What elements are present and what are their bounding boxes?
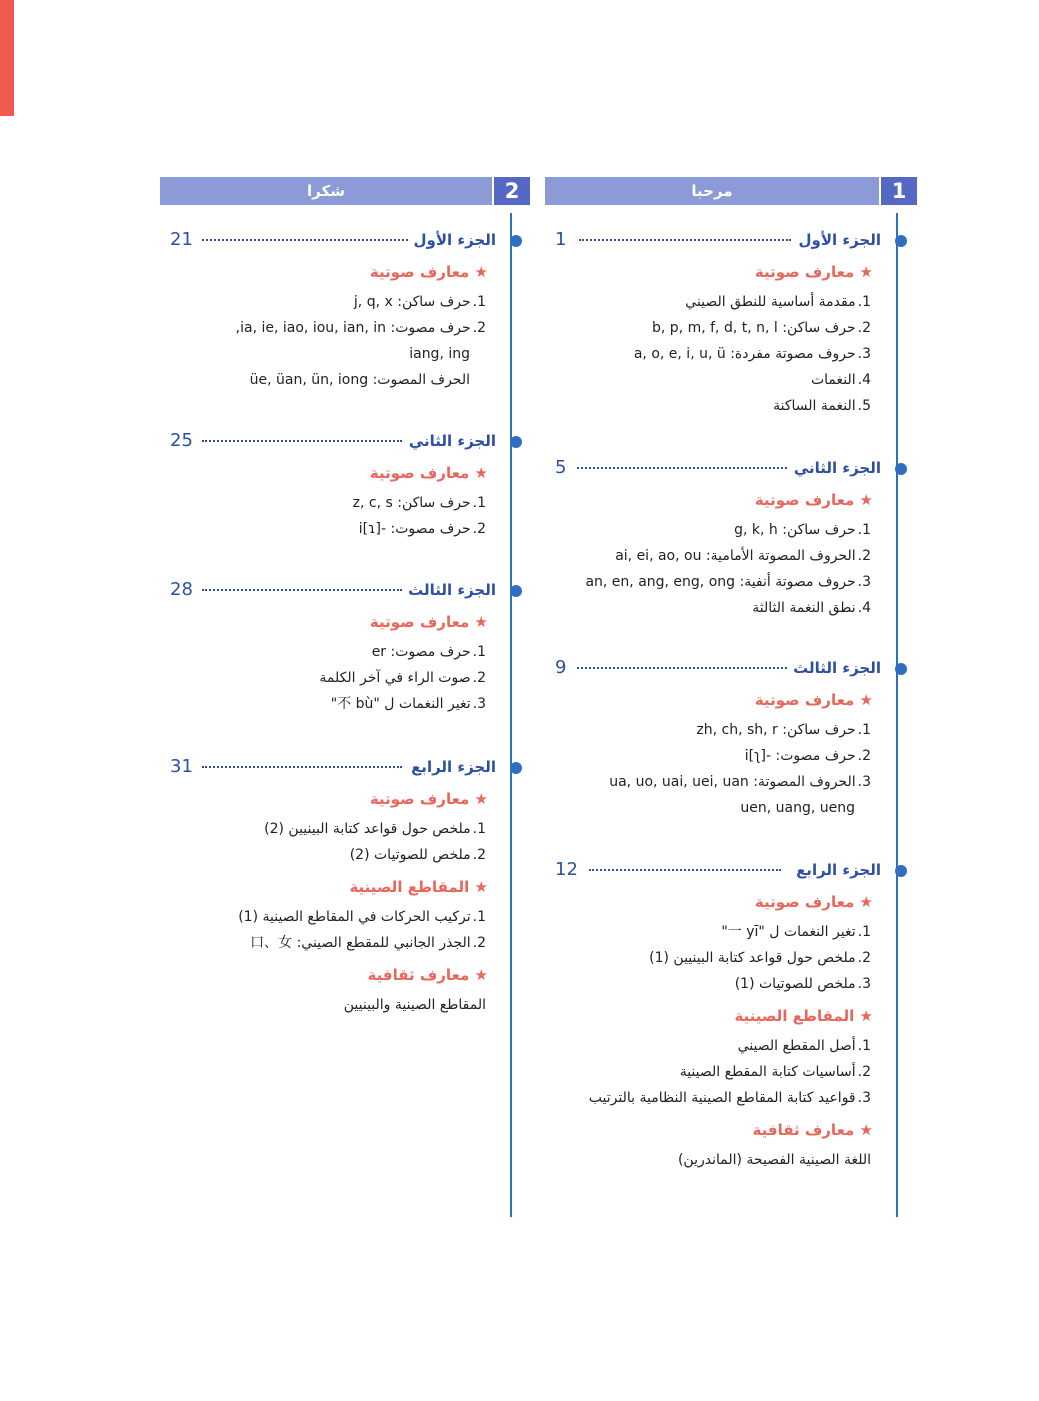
- list-item: 1.تغير النغمات ل "一 yī": [721, 924, 871, 940]
- dot-leader: [577, 667, 787, 669]
- section-title: ★ معارف صوتية: [369, 790, 488, 808]
- unit-2: [160, 177, 530, 1013]
- list-item: 2.صوت الراء في آخر الكلمة: [319, 670, 486, 686]
- unit-title: مرحبا: [691, 182, 733, 200]
- item-list: [545, 717, 871, 821]
- item-list: [545, 919, 871, 997]
- list-item: 2.حرف مصوت: -i[ɿ]: [358, 521, 486, 537]
- list-item: 2.الحروف المصوتة الأمامية: ai, ei, ao, ou: [615, 548, 871, 564]
- list-item: 1.حرف ساكن: j, q, x: [353, 294, 486, 310]
- part-1: [545, 227, 907, 419]
- dot-leader: [202, 766, 402, 768]
- list-item: 3.قواعيد كتابة المقاطع الصينية النظامية بالترتيب: [588, 1090, 871, 1106]
- item-list: [160, 639, 486, 717]
- section-title: ★ المقاطع الصينية: [734, 1007, 873, 1025]
- part-2: [545, 455, 907, 621]
- page-number[interactable]: 1: [555, 229, 567, 250]
- list-item: 3.حروف مصوتة أنفية: an, en, ang, eng, ong: [585, 574, 871, 590]
- part-title[interactable]: الجزء الرابع: [411, 758, 496, 776]
- page-number[interactable]: 25: [170, 430, 193, 451]
- list-item: 4.نطق النغمة الثالثة: [752, 600, 871, 616]
- page-number[interactable]: 31: [170, 756, 193, 777]
- timeline-dot: [510, 585, 522, 597]
- section-title: ★ معارف صوتية: [754, 893, 873, 911]
- dot-leader: [579, 239, 791, 241]
- item-list: [160, 289, 486, 393]
- page-number[interactable]: 28: [170, 579, 193, 600]
- part-2: [160, 428, 522, 542]
- page-number[interactable]: 12: [555, 859, 578, 880]
- culture-topic: المقاطع الصينية والبينيين: [343, 997, 486, 1013]
- timeline-dot: [510, 762, 522, 774]
- part-3: [545, 655, 907, 821]
- section-title: ★ معارف ثقافية: [367, 966, 488, 984]
- page-number[interactable]: 21: [170, 229, 193, 250]
- timeline-dot: [895, 663, 907, 675]
- page-number[interactable]: 9: [555, 657, 567, 678]
- timeline-dot: [895, 865, 907, 877]
- section-title: ★ معارف صوتية: [754, 491, 873, 509]
- section-title: ★ معارف صوتية: [754, 691, 873, 709]
- list-item: 2.الجذر الجانبي للمقطع الصيني: 口、女: [250, 935, 486, 951]
- item-list: [160, 490, 486, 542]
- unit-title: شكرا: [307, 182, 345, 200]
- part-4: [545, 857, 907, 1173]
- section-title: ★ المقاطع الصينية: [349, 878, 488, 896]
- section-title: ★ معارف صوتية: [369, 613, 488, 631]
- list-item: 1.مقدمة أساسية للنطق الصيني: [685, 294, 871, 310]
- list-item: 4.النغمات: [810, 372, 871, 388]
- section-title: ★ معارف صوتية: [369, 464, 488, 482]
- list-item: الحرف المصوت: üe, üan, ün, iong: [249, 372, 470, 388]
- item-list: [545, 1033, 871, 1111]
- list-item: 1.حرف ساكن: zh, ch, sh, r: [696, 722, 871, 738]
- part-4: [160, 754, 522, 1018]
- list-item-continuation: iang, ing: [409, 346, 470, 362]
- part-title[interactable]: الجزء الثاني: [408, 432, 496, 450]
- corner-tab-decoration: [0, 0, 14, 116]
- unit-header: [160, 177, 530, 205]
- list-item: 2.حرف مصوت: ia, ie, iao, iou, ian, in,: [235, 320, 486, 336]
- timeline-dot: [895, 463, 907, 475]
- item-list: [160, 816, 486, 868]
- part-1: [160, 227, 522, 393]
- list-item: 1.تركيب الحركات في المقاطع الصينية (1): [238, 909, 486, 925]
- item-list: [160, 904, 486, 956]
- part-title[interactable]: الجزء الرابع: [796, 861, 881, 879]
- dot-leader: [202, 440, 402, 442]
- list-item-continuation: uen, uang, ueng: [740, 800, 855, 816]
- part-title[interactable]: الجزء الأول: [413, 231, 496, 249]
- list-item: 5.النغمة الساكنة: [773, 398, 871, 414]
- section-title: ★ معارف ثقافية: [752, 1121, 873, 1139]
- dot-leader: [577, 467, 787, 469]
- item-list: [545, 517, 871, 621]
- dot-leader: [202, 589, 402, 591]
- section-title: ★ معارف صوتية: [369, 263, 488, 281]
- list-item: 3.الحروف المصوتة: ua, uo, uai, uei, uan: [609, 774, 871, 790]
- culture-topic: اللغة الصينية الفصيحة (الماندرين): [677, 1152, 871, 1168]
- unit-header: [545, 177, 917, 205]
- list-item: 1.أصل المقطع الصيني: [737, 1038, 871, 1054]
- list-item: 3.تغير النغمات ل "不 bù": [330, 696, 486, 712]
- part-title[interactable]: الجزء الثالث: [408, 581, 496, 599]
- list-item: 2.ملخص حول قواعد كتابة البينيين (1): [649, 950, 871, 966]
- list-item: 1.حرف مصوت: er: [371, 644, 486, 660]
- unit-1: [545, 177, 917, 1168]
- part-title[interactable]: الجزء الثالث: [793, 659, 881, 677]
- dot-leader: [589, 869, 781, 871]
- timeline-dot: [895, 235, 907, 247]
- list-item: 2.ملخص للصوتيات (2): [349, 847, 486, 863]
- list-item: 2.حرف ساكن: b, p, m, f, d, t, n, l: [652, 320, 871, 336]
- list-item: 1.حرف ساكن: g, k, h: [734, 522, 871, 538]
- section-title: ★ معارف صوتية: [754, 263, 873, 281]
- list-item: 1.ملخص حول قواعد كتابة البينيين (2): [264, 821, 486, 837]
- timeline-dot: [510, 235, 522, 247]
- part-title[interactable]: الجزء الأول: [798, 231, 881, 249]
- list-item: 1.حرف ساكن: z, c, s: [352, 495, 486, 511]
- item-list: [545, 289, 871, 419]
- dot-leader: [202, 239, 408, 241]
- list-item: 2.أساسيات كتابة المقطع الصينية: [679, 1064, 871, 1080]
- part-title[interactable]: الجزء الثاني: [793, 459, 881, 477]
- list-item: 3.حروف مصوتة مفردة: a, o, e, i, u, ü: [633, 346, 871, 362]
- unit-number: 2: [492, 177, 530, 205]
- unit-number: 1: [879, 177, 917, 205]
- page-number[interactable]: 5: [555, 457, 567, 478]
- timeline-dot: [510, 436, 522, 448]
- part-3: [160, 577, 522, 717]
- list-item: 2.حرف مصوت: -i[ʅ]: [744, 748, 871, 764]
- list-item: 3.ملخص للصوتيات (1): [734, 976, 871, 992]
